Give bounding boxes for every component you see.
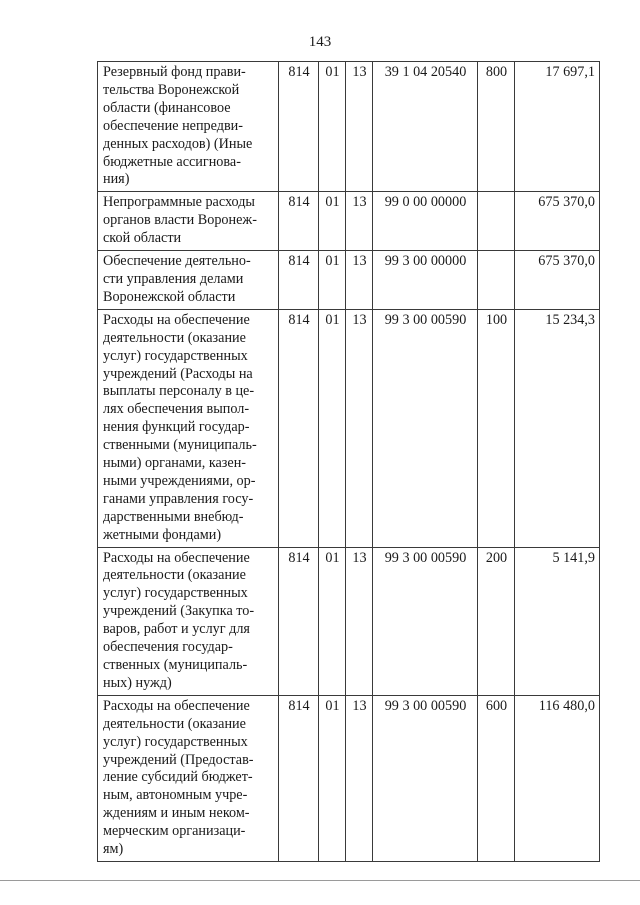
item-name-line: обеспечения государ- [103, 639, 233, 656]
subsection-code-cell: 13 [346, 547, 373, 695]
table-row [98, 695, 600, 861]
item-name-line: Расходы на обеспечение [103, 311, 250, 328]
item-name-line: варов, работ и услуг для [103, 621, 250, 638]
section-code-cell: 01 [319, 547, 346, 695]
item-name-line: ными учреждениями, ор- [103, 472, 256, 489]
amount-cell: 5 141,9 [515, 547, 600, 695]
item-name-cell [98, 547, 279, 695]
item-name-line: ям) [103, 841, 124, 858]
target-article-cell: 99 3 00 00590 [373, 547, 478, 695]
amount-cell: 116 480,0 [515, 695, 600, 861]
item-name-line: учреждений (Закупка то- [103, 603, 255, 620]
item-name-line: нения функций государ- [103, 419, 250, 436]
item-name-line: Расходы на обеспечение [103, 697, 250, 714]
budget-table-body [98, 62, 600, 862]
section-code-cell: 01 [319, 62, 346, 192]
subsection-code-cell: 13 [346, 309, 373, 547]
table-row [98, 251, 600, 310]
item-name-line: учреждений (Предостав- [103, 751, 254, 768]
item-name-line: денных расходов) (Иные [103, 135, 253, 152]
item-name-line: ственными (муниципаль- [103, 437, 257, 454]
amount-cell: 15 234,3 [515, 309, 600, 547]
item-name-line: Резервный фонд прави- [103, 64, 246, 80]
expense-type-cell [478, 251, 515, 310]
item-name-cell [98, 695, 279, 861]
item-name-line: тельства Воронежской [103, 81, 240, 98]
item-name-line: ными) органами, казен- [103, 455, 247, 472]
target-article-cell: 99 3 00 00000 [373, 251, 478, 310]
target-article-cell: 99 3 00 00590 [373, 309, 478, 547]
item-name-cell [98, 309, 279, 547]
item-name-line: Воронежской области [103, 288, 236, 305]
expense-type-cell: 600 [478, 695, 515, 861]
grbs-code-cell: 814 [279, 62, 319, 192]
item-name-line: ление субсидий бюджет- [103, 769, 253, 786]
footer-divider [0, 880, 640, 881]
item-name-line: Обеспечение деятельно- [103, 253, 251, 270]
section-code-cell: 01 [319, 192, 346, 251]
expense-type-cell [478, 192, 515, 251]
grbs-code-cell: 814 [279, 309, 319, 547]
item-name-line: лях обеспечения выпол- [103, 401, 250, 418]
page-number: 143 [308, 34, 332, 50]
item-name-line: мерческим организаци- [103, 823, 246, 840]
table-row [98, 547, 600, 695]
table-row [98, 309, 600, 547]
subsection-code-cell: 13 [346, 192, 373, 251]
grbs-code-cell: 814 [279, 251, 319, 310]
table-row [98, 192, 600, 251]
amount-cell: 17 697,1 [515, 62, 600, 192]
item-name-line: обеспечение непредви- [103, 117, 243, 134]
section-code-cell: 01 [319, 695, 346, 861]
grbs-code-cell: 814 [279, 695, 319, 861]
item-name-line: Расходы на обеспечение [103, 549, 250, 566]
item-name-line: сти управления делами [103, 270, 244, 287]
item-name-line: ных) нужд) [103, 674, 172, 691]
item-name-line: области (финансовое [103, 99, 231, 116]
subsection-code-cell: 13 [346, 251, 373, 310]
expense-type-cell: 100 [478, 309, 515, 547]
item-name-line: ния) [103, 171, 130, 188]
item-name-line: органов власти Воронеж- [103, 212, 257, 229]
item-name-line: деятельности (оказание [103, 329, 246, 346]
subsection-code-cell: 13 [346, 62, 373, 192]
expense-type-cell: 200 [478, 547, 515, 695]
grbs-code-cell: 814 [279, 192, 319, 251]
item-name-line: ганами управления госу- [103, 490, 254, 507]
table-row [98, 62, 600, 192]
item-name-line: учреждений (Расходы на [103, 365, 253, 382]
subsection-code-cell: 13 [346, 695, 373, 861]
item-name-line: деятельности (оказание [103, 715, 246, 732]
item-name-line: услуг) государственных [103, 733, 248, 750]
budget-table [97, 61, 600, 862]
item-name-line: услуг) государственных [103, 585, 248, 602]
section-code-cell: 01 [319, 251, 346, 310]
item-name-line: бюджетные ассигнова- [103, 153, 241, 170]
item-name-line: ждениям и иным неком- [103, 805, 250, 822]
item-name-cell [98, 62, 279, 192]
item-name-line: деятельности (оказание [103, 567, 246, 584]
section-code-cell: 01 [319, 309, 346, 547]
expense-type-cell: 800 [478, 62, 515, 192]
item-name-line: ственных (муниципаль- [103, 657, 248, 673]
target-article-cell: 99 3 00 00590 [373, 695, 478, 861]
item-name-line: дарственными внебюд- [103, 508, 244, 525]
item-name-line: ным, автономным учре- [103, 787, 248, 804]
item-name-line: Непрограммные расходы [103, 194, 255, 211]
item-name-line: выплаты персоналу в це- [103, 383, 255, 400]
target-article-cell: 39 1 04 20540 [373, 62, 478, 192]
item-name-cell [98, 192, 279, 251]
target-article-cell: 99 0 00 00000 [373, 192, 478, 251]
amount-cell: 675 370,0 [515, 251, 600, 310]
item-name-line: жетными фондами) [103, 526, 222, 543]
item-name-line: услуг) государственных [103, 347, 248, 364]
item-name-line: ской области [103, 230, 182, 247]
amount-cell: 675 370,0 [515, 192, 600, 251]
grbs-code-cell: 814 [279, 547, 319, 695]
item-name-cell [98, 251, 279, 310]
